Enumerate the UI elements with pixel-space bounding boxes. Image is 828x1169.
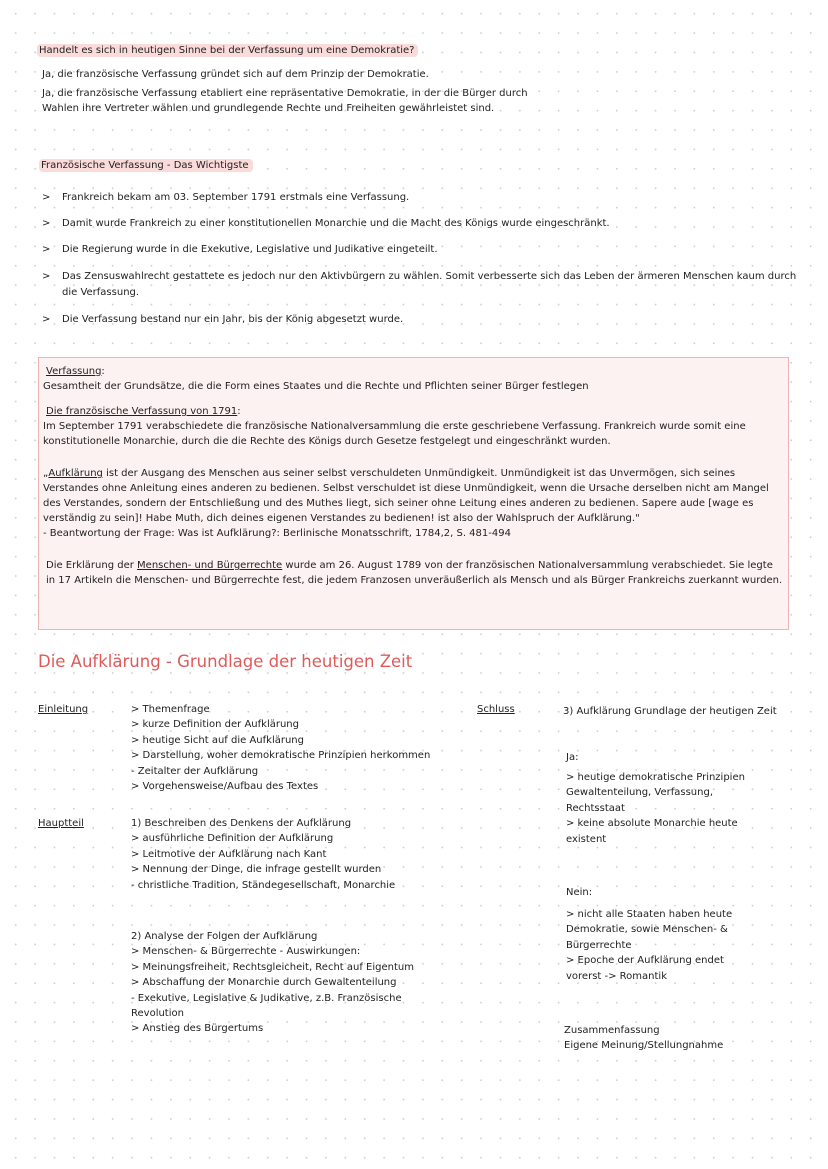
bullet-arrow-icon: > <box>42 192 51 203</box>
bullet-arrow-icon: > <box>42 218 51 229</box>
ja-label: Ja: <box>566 752 579 763</box>
nein-list: > nicht alle Staaten haben heute Demokratie, sowie Menschen- & Bürgerrechte > Epoche der Aufklärung endet vorerst -> Romantik <box>566 909 733 982</box>
outline-title: Die Aufklärung - Grundlage der heutigen Zeit <box>38 652 413 671</box>
quote-source: - Beantwortung der Frage: Was ist Aufklärung?: Berlinische Monatsschrift, 1784,2, S. 481-494 <box>43 528 511 539</box>
hauptteil-label: Hauptteil <box>38 818 84 829</box>
hauptteil-part2: 2) Analyse der Folgen der Aufklärung > Menschen- & Bürgerrechte - Auswirkungen: > Meinungsfreiheit, Rechtsgleicheit, Recht auf Eigentum > Abschaffung der Monarchie durch Gewaltenteilung - Exekutive, Legislative & Judikative, z.B. Französische Revolution > Anstieg des Bürgertums <box>131 931 414 1035</box>
summary-heading: Französische Verfassung - Das Wichtigste <box>39 158 253 173</box>
human-rights-text: Die Erklärung der Menschen- und Bürgerrechte wurde am 26. August 1789 von der französischen Nationalversammlung verabschiedet. Sie legte in 17 Artikeln die Menschen- und Bürgerrechte fest, die jedem Franzosen unveräußerlich als Mensch und als Bürger Frankreichs zuerkannt wurden. <box>46 560 783 586</box>
schluss-label: Schluss <box>477 704 515 715</box>
constitution-1791-text: Im September 1791 verabschiedete die französische Nationalversammlung die erste geschriebene Verfassung. Frankreich wurde somit eine konstitutionelle Monarchie, durch die die Rechte des Königs durch Gesetze festgelegt und eingeschränkt wurden. <box>43 421 746 447</box>
definition-text: Gesamtheit der Grundsätze, die die Form eines Staates und die Rechte und Pflichten seiner Bürger festlegen <box>43 381 589 392</box>
schluss-ending: Zusammenfassung Eigene Meinung/Stellungnahme <box>564 1025 724 1052</box>
bullet-arrow-icon: > <box>42 244 51 255</box>
kant-quote: „Aufklärung ist der Ausgang des Menschen aus seiner selbst verschuldeten Unmündigkeit. Unmündigkeit ist das Unvermögen, sich seines Verstandes ohne Anleitung eines anderen zu bedienen. Selbst verschuldet ist diese Unmündigkeit, wenn die Ursache derselben nicht am Mangel des Verstandes, sondern der Entschließung und des Muthes liegt, sich seiner ohne Leitung eines anderen zu bedienen. Sapere aude [wage es verständig zu sein]! Habe Muth, dich deines eigenen Verstandes zu bedienen! ist also der Wahlspruch der Aufklärung." <box>43 468 769 524</box>
answer-line: Ja, die französische Verfassung gründet sich auf dem Prinzip der Demokratie. <box>42 69 429 80</box>
definitions-box <box>38 357 789 630</box>
schluss-heading: 3) Aufklärung Grundlage der heutigen Zeit <box>563 706 777 717</box>
bullet-arrow-icon: > <box>42 271 51 282</box>
constitution-1791-term: Die französische Verfassung von 1791: <box>46 406 241 417</box>
hauptteil-part1: 1) Beschreiben des Denkens der Aufklärung > ausführliche Definition der Aufklärung > Leitmotive der Aufklärung nach Kant > Nennung der Dinge, die infrage gestellt wurden - christliche Tradition, Ständegesellschaft, Monarchie <box>131 818 396 891</box>
einleitung-list: > Themenfrage > kurze Definition der Aufklärung > heutige Sicht auf die Aufklärung > Darstellung, woher demokratische Prinzipien herkommen - Zeitalter der Aufklärung > Vorgehensweise/Aufbau des Textes <box>131 704 431 793</box>
answer-line: Wahlen ihre Vertreter wählen und grundlegende Rechte und Freiheiten gewährleistet sind. <box>42 103 495 114</box>
nein-label: Nein: <box>566 887 593 898</box>
answer-line: Ja, die französische Verfassung etabliert eine repräsentative Demokratie, in der die Bürger durch <box>42 88 528 99</box>
einleitung-label: Einleitung <box>38 704 89 715</box>
ja-list: > heutige demokratische Prinzipien Gewaltenteilung, Verfassung, Rechtsstaat > keine absolute Monarchie heute existent <box>566 772 745 845</box>
definition-term: Verfassung: <box>46 366 105 377</box>
bullet-arrow-icon: > <box>42 314 51 325</box>
question-heading: Handelt es sich in heutigen Sinne bei der Verfassung um eine Demokratie? <box>37 43 418 58</box>
